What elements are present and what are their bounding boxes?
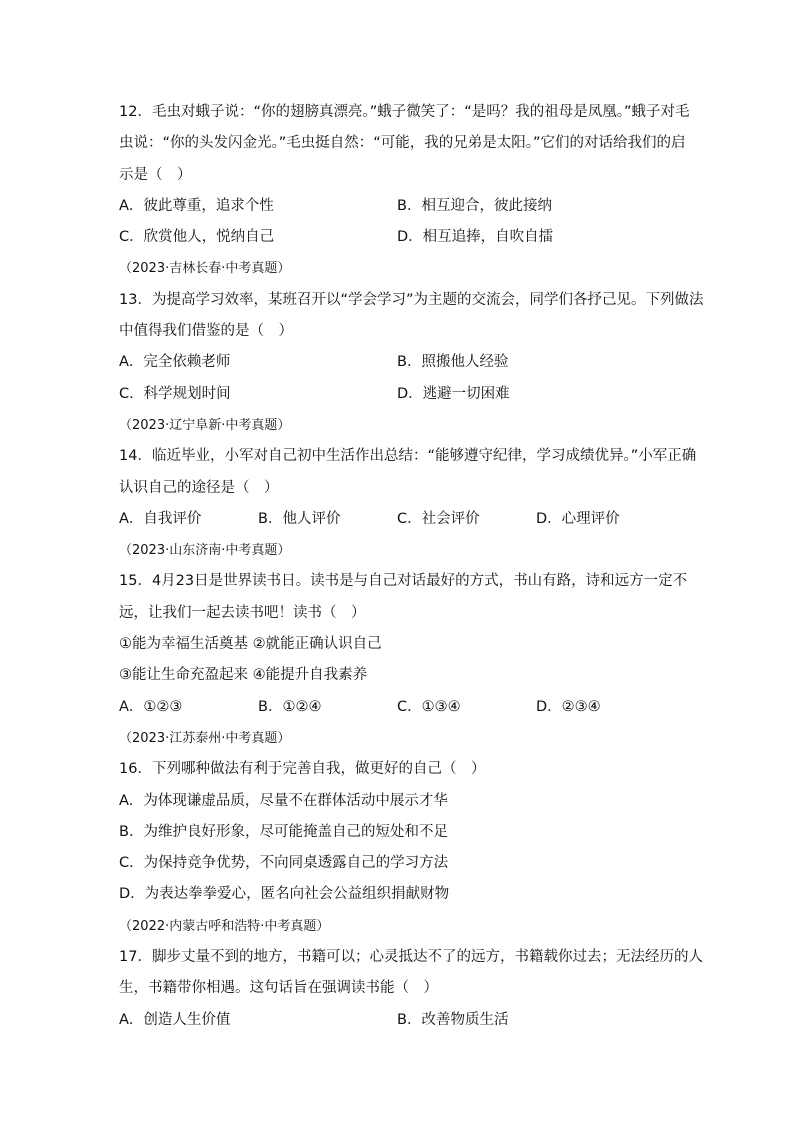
option-d[interactable]: D．逃避一切困难 — [397, 385, 510, 402]
question-17 — [119, 942, 703, 1036]
question-stem: 远，让我们一起去读书吧！读书（ ） — [119, 604, 366, 621]
option-b[interactable]: B．相互迎合，彼此接纳 — [397, 197, 552, 214]
question-stem: 12．毛虫对蛾子说：“你的翅膀真漂亮。”蛾子微笑了：“是吗？我的祖母是凤凰。”蛾子对毛 — [119, 104, 690, 120]
option-c[interactable]: C．社会评价 — [397, 510, 480, 527]
option-d[interactable]: D．为表达拳拳爱心，匿名向社会公益组织捐献财物 — [119, 886, 450, 903]
question-stem: 生，书籍带你相遇。这句话旨在强调读书能（ ） — [119, 980, 438, 997]
option-row — [119, 191, 679, 222]
question-stem: 中值得我们借鉴的是（ ） — [119, 323, 293, 340]
question-source: （2023·辽宁阜新·中考真题） — [119, 417, 291, 433]
question-14 — [119, 441, 697, 566]
option-a[interactable]: A．彼此尊重，追求个性 — [119, 197, 274, 214]
option-c[interactable]: C．①③④ — [397, 698, 461, 715]
question-12 — [119, 97, 690, 285]
option-b[interactable]: B．改善物质生活 — [397, 1011, 509, 1028]
option-a[interactable]: A．自我评价 — [119, 510, 202, 527]
option-b[interactable]: B．照搬他人经验 — [397, 354, 509, 371]
option-a[interactable]: A．①②③ — [119, 698, 183, 715]
option-row — [119, 1005, 679, 1036]
option-row — [119, 222, 679, 253]
option-b[interactable]: B．①②④ — [258, 698, 322, 715]
question-stem: 15．4月23日是世界读书日。读书是与自己对话最好的方式，书山有路，诗和远方一定不 — [119, 573, 688, 590]
option-a[interactable]: A．创造人生价值 — [119, 1011, 231, 1028]
option-row — [119, 504, 679, 535]
option-row — [119, 379, 679, 410]
question-stem: 17．脚步丈量不到的地方，书籍可以；心灵抵达不了的远方，书籍载你过去；无法经历的人 — [119, 949, 703, 966]
option-c[interactable]: C．欣赏他人，悦纳自己 — [119, 229, 275, 246]
question-stem: 13．为提高学习效率，某班召开以“学会学习”为主题的交流会，同学们各抒己见。下列做法 — [119, 291, 704, 308]
question-stem: 认识自己的途径是（ ） — [119, 479, 279, 496]
question-stem: 示是（ ） — [119, 166, 192, 183]
option-d[interactable]: D．②③④ — [536, 698, 601, 715]
option-c[interactable]: C．为保持竞争优势，不向同桌透露自己的学习方法 — [119, 855, 449, 872]
option-row — [119, 347, 679, 378]
question-source: （2023·山东济南·中考真题） — [119, 543, 291, 559]
option-a[interactable]: A．完全依赖老师 — [119, 354, 231, 371]
question-statements: ③能让生命充盈起来 ④能提升自我素养 — [119, 667, 368, 684]
question-source: （2023·吉林长春·中考真题） — [119, 261, 291, 277]
question-source: （2023·江苏泰州·中考真题） — [119, 730, 291, 746]
question-13 — [119, 285, 704, 441]
option-c[interactable]: C．科学规划时间 — [119, 385, 231, 402]
question-15 — [119, 566, 688, 754]
question-stem: 16．下列哪种做法有利于完善自我，做更好的自己（ ） — [119, 761, 486, 778]
question-list — [119, 97, 704, 1036]
question-statements: ①能为幸福生活奠基 ②就能正确认识自己 — [119, 636, 382, 653]
question-16 — [119, 754, 679, 942]
option-d[interactable]: D．心理评价 — [536, 510, 620, 527]
question-stem: 14．临近毕业，小军对自己初中生活作出总结：“能够遵守纪律，学习成绩优异。”小军正确 — [119, 448, 697, 465]
option-row — [119, 692, 679, 723]
option-d[interactable]: D．相互追捧，自吹自擂 — [397, 229, 554, 246]
question-stem: 虫说：“你的头发闪金光。”毛虫挺自然：“可能，我的兄弟是太阳。”它们的对话给我们的启 — [119, 135, 686, 152]
option-a[interactable]: A．为体现谦虚品质，尽量不在群体活动中展示才华 — [119, 792, 448, 809]
option-b[interactable]: B．他人评价 — [258, 510, 341, 527]
question-source: （2022·内蒙古呼和浩特·中考真题） — [119, 918, 330, 934]
option-b[interactable]: B．为维护良好形象，尽可能掩盖自己的短处和不足 — [119, 823, 448, 840]
